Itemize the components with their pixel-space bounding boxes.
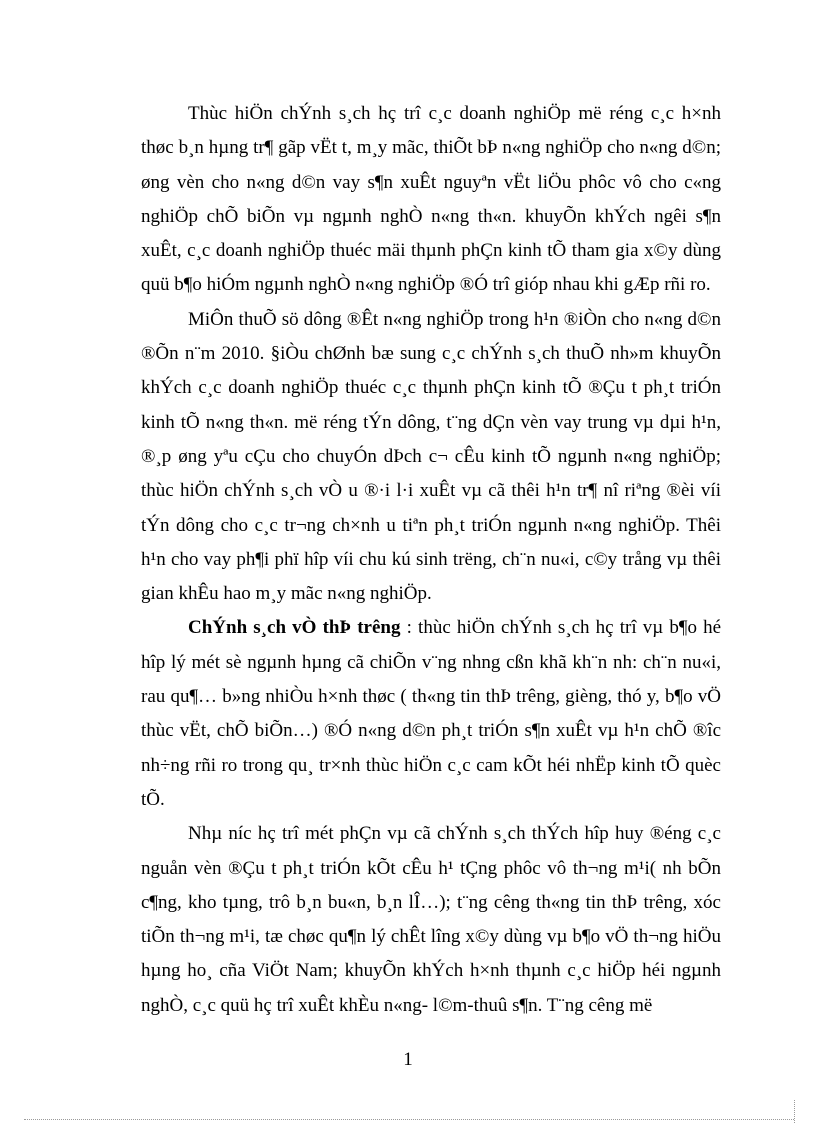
policy-heading: ChÝnh s¸ch vÒ thÞ trêng: [188, 617, 401, 639]
policy-text: : thùc hiÖn chÝnh s¸ch hç trî vµ b¶o hé hîp lý mét sè ngµnh hµng cã chiÕn v¨ng nhng cßn khã kh¨n nh: ch¨n nu«i, rau qu¶… b»ng nhiÒu h×nh thøc ( th«ng tin thÞ trêng, gièng, thó y, b¶o vÖ thùc vËt, chÕ biÕn…) ®Ó n«ng d©n ph¸t triÓn s¶n xuÊt vµ h¹n chÕ ®îc nh÷ng rñi ro trong qu¸ tr×nh thùc hiÖn c¸c cam kÕt héi nhËp kinh tÕ quèc tÕ.: [141, 617, 722, 810]
paragraph-4: Nhµ níc hç trî mét phÇn vµ cã chÝnh s¸ch thÝch hîp huy ®éng c¸c nguån vèn ®Çu t ph¸t triÓn kÕt cÊu h¹ tÇng phôc vô th¬ng m¹i( nh bÕn c¶ng, kho tµng, trô b¸n bu«n, b¸n lÎ…); t¨ng cêng th«ng tin thÞ trêng, xóc tiÕn th¬ng m¹i, tæ chøc qu¶n lý chÊt lîng x©y dùng vµ b¶o vÖ th¬ng hiÖu hµng ho¸ cña ViÖt Nam; khuyÕn khÝch h×nh thµnh c¸c hiÖp héi ngµnh nghÒ, c¸c quü hç trî xuÊt khÈu n«ng- l©m-thuû s¶n. T¨ng cêng më: [141, 823, 721, 1016]
paragraph-2: MiÔn thuÕ sö dông ®Êt n«ng nghiÖp trong h¹n ®iÒn cho n«ng d©n ®Õn n¨m 2010. §iÒu chØnh bæ sung c¸c chÝnh s¸ch thuÕ nh»m khuyÕn khÝch c¸c doanh nghiÖp thuéc c¸c thµnh phÇn kinh tÕ ®Çu t ph¸t triÓn kinh tÕ n«ng th«n. më réng tÝn dông, t¨ng dÇn vèn vay trung vµ dµi h¹n, ®¸p øng yªu cÇu cho chuyÓn dÞch c¬ cÊu kinh tÕ ngµnh n«ng nghiÖp; thùc hiÖn chÝnh s¸ch vÒ u ®·i l·i xuÊt vµ cã thêi h¹n tr¶ nî riªng ®èi víi tÝn dông cho c¸c tr¬ng ch×nh u tiªn ph¸t triÓn ngµnh n«ng nghiÖp. Thêi h¹n cho vay ph¶i phï hîp víi chu kú sinh trëng, ch¨n nu«i, c©y trång vµ thêi gian khÊu hao m¸y mãc n«ng nghiÖp.: [141, 308, 721, 605]
paragraph-3: [141, 611, 721, 817]
page-bottom-border: [24, 1119, 794, 1120]
body-text: [141, 97, 721, 1023]
page-right-border: [794, 1100, 795, 1123]
paragraph-1: Thùc hiÖn chÝnh s¸ch hç trî c¸c doanh nghiÖp më réng c¸c h×nh thøc b¸n hµng tr¶ gãp vËt t, m¸y mãc, thiÕt bÞ n«ng nghiÖp cho n«ng d©n; øng vèn cho n«ng d©n vay s¶n xuÊt nguyªn vËt liÖu phôc vô cho c«ng nghiÖp chÕ biÕn vµ ngµnh nghÒ n«ng th«n. khuyÕn khÝch ngêi s¶n xuÊt, c¸c doanh nghiÖp thuéc mäi thµnh phÇn kinh tÕ tham gia x©y dùng quü b¶o hiÓm ngµnh nghÒ n«ng nghiÖp ®Ó trî gióp nhau khi gÆp rñi ro.: [141, 103, 721, 296]
page-number: 1: [403, 1049, 413, 1070]
